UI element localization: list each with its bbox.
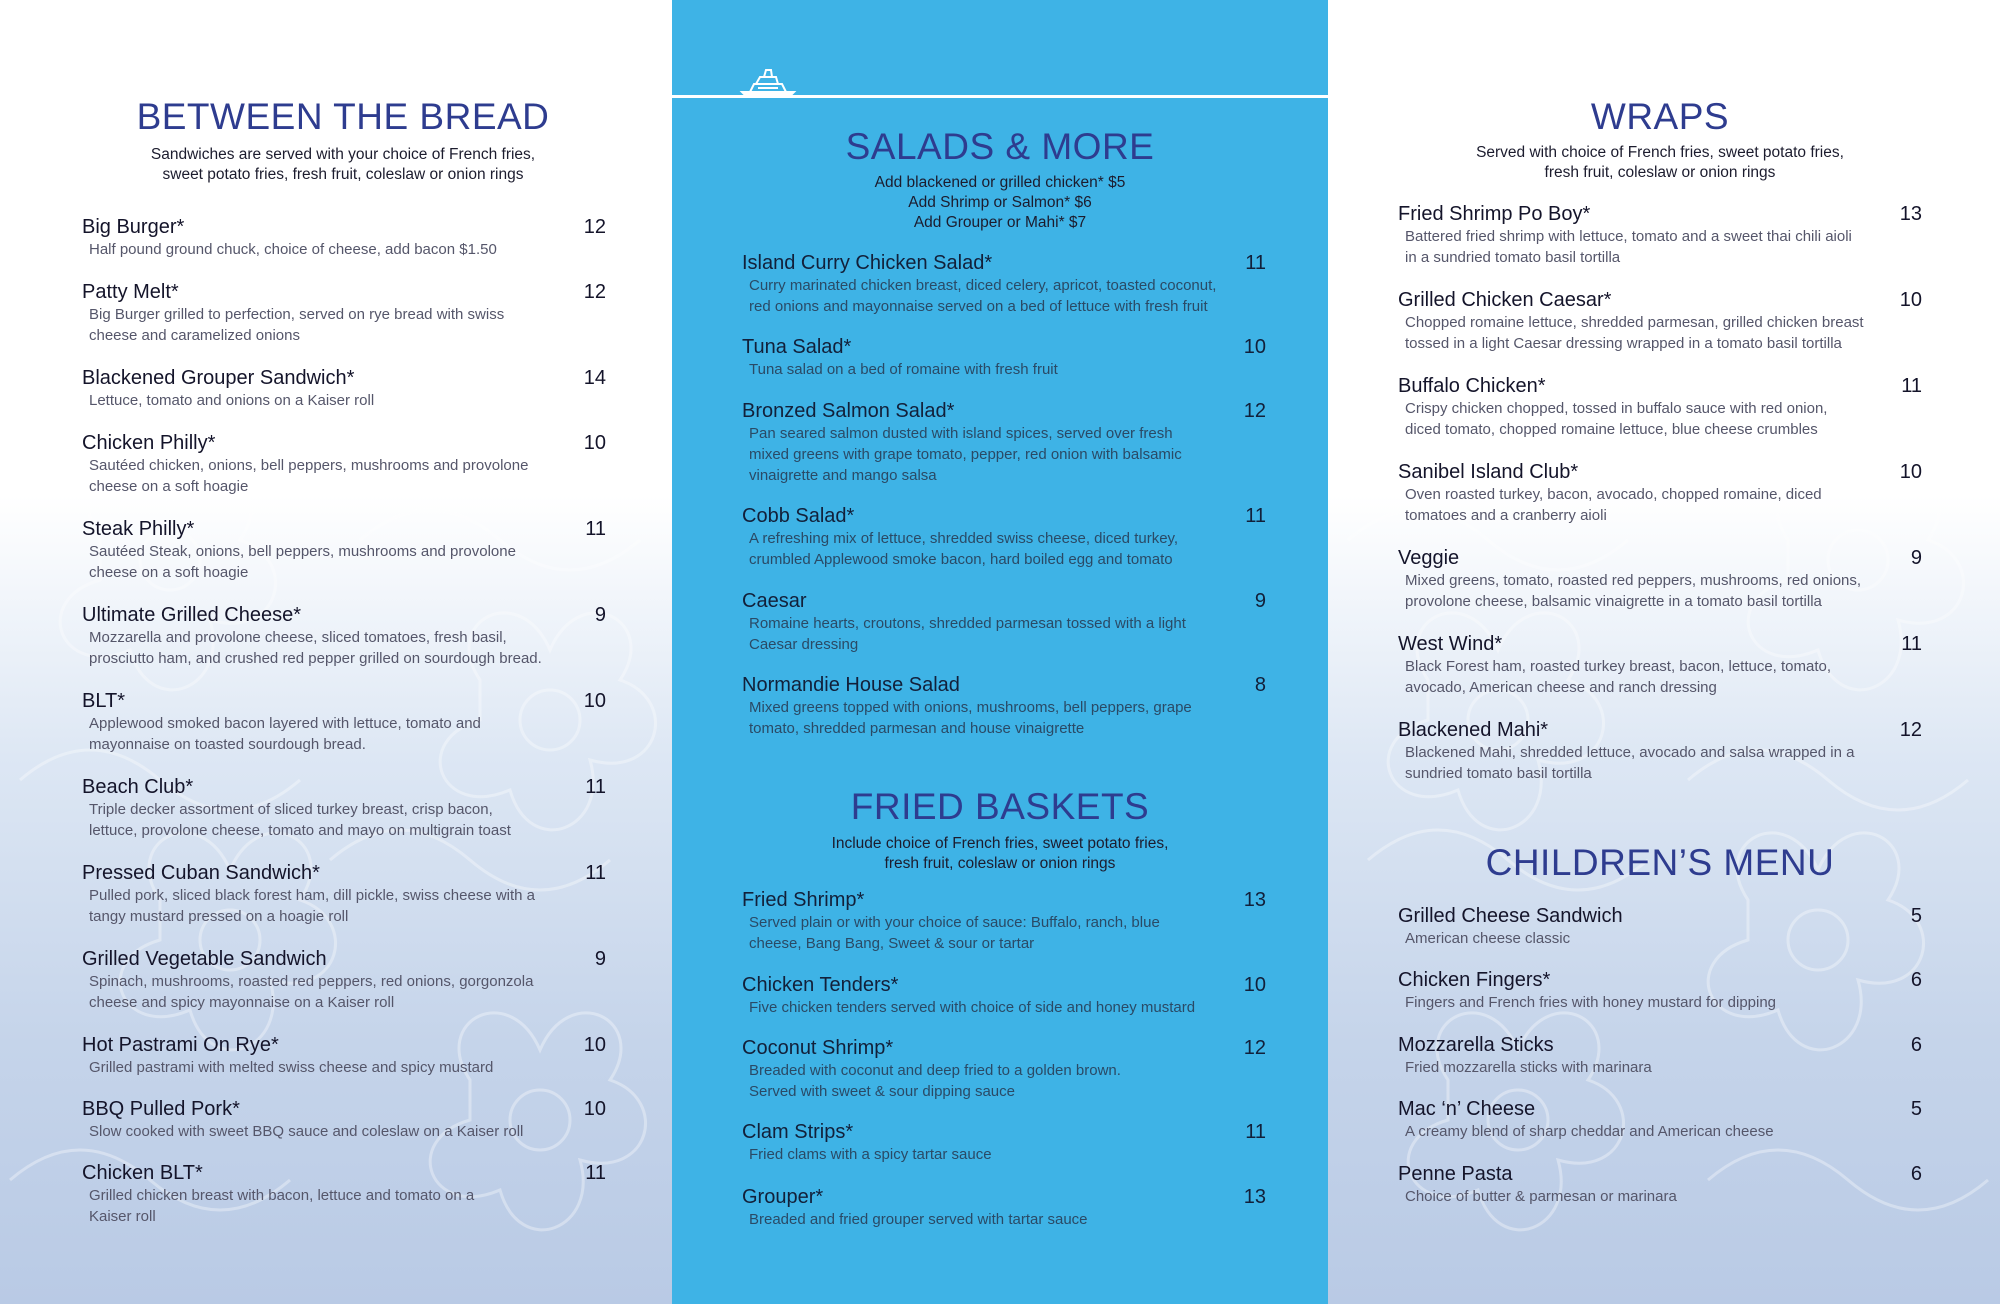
item-description: Breaded with coconut and deep fried to a golden brown. <box>749 1062 1121 1079</box>
item-description: Blackened Mahi, shredded lettuce, avocado and salsa wrapped in a <box>1405 744 1855 761</box>
item-description: crumbled Applewood smoke bacon, hard boiled egg and tomato <box>749 551 1173 568</box>
item-name: Clam Strips* <box>742 1121 854 1143</box>
item-description: avocado, American cheese and ranch dressing <box>1405 679 1717 696</box>
item-price: 10 <box>583 432 606 454</box>
subtitle-line: sweet potato fries, fresh fruit, coleslaw or onion rings <box>162 166 524 183</box>
item-description: red onions and mayonnaise served on a bed of lettuce with fresh fruit <box>749 298 1208 315</box>
item-price: 11 <box>1245 252 1266 274</box>
item-name: Buffalo Chicken* <box>1398 375 1546 397</box>
item-name: Big Burger* <box>82 216 185 238</box>
item-description: Sautéed Steak, onions, bell peppers, mushrooms and provolone <box>89 543 516 560</box>
section-title-wraps: WRAPS <box>1590 96 1730 137</box>
menu-item-chicken-fingers <box>1398 968 1922 1013</box>
item-name: Pressed Cuban Sandwich* <box>82 862 320 884</box>
item-price: 13 <box>1899 203 1922 225</box>
item-description: prosciutto ham, and crushed red pepper grilled on sourdough bread. <box>89 650 542 667</box>
menu-item-grouper <box>742 1185 1266 1230</box>
item-name: Mac ‘n’ Cheese <box>1398 1098 1536 1120</box>
item-description: Kaiser roll <box>89 1208 156 1225</box>
item-description: Mixed greens, tomato, roasted red peppers, mushrooms, red onions, <box>1405 572 1862 589</box>
item-description: Tuna salad on a bed of romaine with fresh fruit <box>749 361 1058 378</box>
subtitle-line: Add blackened or grilled chicken* $5 <box>874 174 1126 191</box>
menu-item-clam-strips <box>742 1120 1266 1165</box>
item-name: Ultimate Grilled Cheese* <box>82 604 301 626</box>
item-price: 11 <box>585 862 606 884</box>
item-description: Served with sweet & sour dipping sauce <box>749 1083 1015 1100</box>
item-description: Pan seared salmon dusted with island spices, served over fresh <box>749 425 1173 442</box>
menu-item-steak-philly <box>82 517 606 583</box>
item-description: diced tomato, chopped romaine lettuce, blue cheese crumbles <box>1405 421 1818 438</box>
menu-item-blackened-grouper-sandwich <box>82 366 606 411</box>
item-price: 14 <box>583 367 606 389</box>
item-price: 6 <box>1910 969 1922 991</box>
item-price: 10 <box>1243 974 1266 996</box>
item-name: Chicken Tenders* <box>742 974 899 996</box>
item-description: Mixed greens topped with onions, mushrooms, bell peppers, grape <box>749 699 1192 716</box>
panel-salads-and-baskets <box>672 0 1328 1304</box>
item-name: Bronzed Salmon Salad* <box>742 400 955 422</box>
item-price: 12 <box>583 216 606 238</box>
item-price: 10 <box>1899 289 1922 311</box>
item-description: cheese on a soft hoagie <box>89 478 249 495</box>
item-name: Cobb Salad* <box>742 505 855 527</box>
item-name: Caesar <box>742 590 807 612</box>
item-name: Grilled Chicken Caesar* <box>1398 289 1612 311</box>
item-name: West Wind* <box>1398 633 1503 655</box>
item-name: Tuna Salad* <box>742 336 852 358</box>
item-price: 11 <box>585 518 606 540</box>
subtitle-line: Served with choice of French fries, sweet potato fries, <box>1476 144 1844 161</box>
subtitle-line: Add Shrimp or Salmon* $6 <box>908 194 1092 211</box>
item-price: 11 <box>1245 505 1266 527</box>
menu-item-cobb-salad <box>742 504 1266 570</box>
item-price: 10 <box>1243 336 1266 358</box>
item-name: Hot Pastrami On Rye* <box>82 1034 279 1056</box>
item-description: cheese, Bang Bang, Sweet & sour or tartar <box>749 935 1035 952</box>
item-description: Romaine hearts, croutons, shredded parmesan tossed with a light <box>749 615 1186 632</box>
item-name: Grilled Cheese Sandwich <box>1398 905 1623 927</box>
item-name: Grouper* <box>742 1186 824 1208</box>
item-price: 13 <box>1243 889 1266 911</box>
menu-item-big-burger <box>82 215 606 260</box>
item-name: Patty Melt* <box>82 281 179 303</box>
item-description: provolone cheese, balsamic vinaigrette in a tomato basil tortilla <box>1405 593 1822 610</box>
item-description: Breaded and fried grouper served with tartar sauce <box>749 1211 1088 1228</box>
item-price: 10 <box>1899 461 1922 483</box>
item-price: 5 <box>1910 1098 1922 1120</box>
item-description: in a sundried tomato basil tortilla <box>1405 249 1621 266</box>
menu-item-fried-shrimp <box>742 888 1266 954</box>
item-price: 12 <box>1243 400 1266 422</box>
item-price: 6 <box>1910 1163 1922 1185</box>
item-description: Five chicken tenders served with choice of side and honey mustard <box>749 999 1196 1016</box>
item-price: 9 <box>594 948 606 970</box>
item-description: Mozzarella and provolone cheese, sliced tomatoes, fresh basil, <box>89 629 507 646</box>
item-name: Blackened Grouper Sandwich* <box>82 367 355 389</box>
item-description: Served plain or with your choice of sauce: Buffalo, ranch, blue <box>749 914 1160 931</box>
item-description: tossed in a light Caesar dressing wrapped in a tomato basil tortilla <box>1405 335 1842 352</box>
item-description: Big Burger grilled to perfection, served on rye bread with swiss <box>89 306 505 323</box>
menu-item-bbq-pulled-pork <box>82 1097 606 1142</box>
item-name: BBQ Pulled Pork* <box>82 1098 240 1120</box>
menu-item-penne-pasta <box>1398 1162 1922 1207</box>
item-price: 5 <box>1910 905 1922 927</box>
item-name: Beach Club* <box>82 776 194 798</box>
item-description: American cheese classic <box>1405 930 1571 947</box>
item-name: Mozzarella Sticks <box>1398 1034 1554 1056</box>
item-description: A refreshing mix of lettuce, shredded swiss cheese, diced turkey, <box>749 530 1179 547</box>
item-description: Curry marinated chicken breast, diced celery, apricot, toasted coconut, <box>749 277 1217 294</box>
item-name: Island Curry Chicken Salad* <box>742 252 993 274</box>
item-description: Black Forest ham, roasted turkey breast, bacon, lettuce, tomato, <box>1405 658 1832 675</box>
item-name: Coconut Shrimp* <box>742 1037 894 1059</box>
menu-item-ultimate-grilled-cheese <box>82 603 606 669</box>
item-name: Veggie <box>1398 547 1460 569</box>
menu-item-caesar <box>742 589 1266 655</box>
subtitle-line: Include choice of French fries, sweet potato fries, <box>831 835 1169 852</box>
menu-item-bronzed-salmon-salad <box>742 399 1266 486</box>
item-name: Penne Pasta <box>1398 1163 1513 1185</box>
item-price: 10 <box>583 690 606 712</box>
item-name: Chicken Philly* <box>82 432 216 454</box>
section-subtitle <box>1328 143 1992 183</box>
item-price: 11 <box>585 776 606 798</box>
item-name: Chicken BLT* <box>82 1162 203 1184</box>
item-description: Fried mozzarella sticks with marinara <box>1405 1059 1652 1076</box>
item-description: Grilled chicken breast with bacon, lettuce and tomato on a <box>89 1187 475 1204</box>
item-description: cheese and spicy mayonnaise on a Kaiser roll <box>89 994 395 1011</box>
item-description: Crispy chicken chopped, tossed in buffalo sauce with red onion, <box>1405 400 1828 417</box>
section-subtitle <box>672 834 1328 874</box>
menu-item-mac-n-cheese <box>1398 1097 1922 1142</box>
item-price: 12 <box>1243 1037 1266 1059</box>
item-price: 6 <box>1910 1034 1922 1056</box>
menu-item-mozzarella-sticks <box>1398 1033 1922 1078</box>
item-description: cheese on a soft hoagie <box>89 564 249 581</box>
item-description: Slow cooked with sweet BBQ sauce and coleslaw on a Kaiser roll <box>89 1123 524 1140</box>
menu-item-coconut-shrimp <box>742 1036 1266 1102</box>
menu-item-beach-club <box>82 775 606 841</box>
item-description: tangy mustard pressed on a hoagie roll <box>89 908 349 925</box>
section-title-salads-and-more: SALADS & MORE <box>845 126 1155 167</box>
subtitle-line: Sandwiches are served with your choice of French fries, <box>150 146 536 163</box>
item-description: cheese and caramelized onions <box>89 327 300 344</box>
item-description: Spinach, mushrooms, roasted red peppers, red onions, gorgonzola <box>89 973 534 990</box>
menu-item-grilled-cheese-sandwich <box>1398 904 1922 949</box>
item-description: vinaigrette and mango salsa <box>749 467 937 484</box>
menu-item-fried-shrimp-po-boy <box>1398 202 1922 268</box>
menu-item-chicken-tenders <box>742 973 1266 1018</box>
menu-item-grilled-vegetable-sandwich <box>82 947 606 1013</box>
item-name: Fried Shrimp* <box>742 889 865 911</box>
item-description: sundried tomato basil tortilla <box>1405 765 1592 782</box>
item-description: Sautéed chicken, onions, bell peppers, mushrooms and provolone <box>89 457 529 474</box>
item-description: Applewood smoked bacon layered with lettuce, tomato and <box>89 715 481 732</box>
menu-item-chicken-blt <box>82 1161 606 1227</box>
item-price: 9 <box>594 604 606 626</box>
menu-item-hot-pastrami-on-rye <box>82 1033 606 1078</box>
menu-item-island-curry-chicken-salad <box>742 251 1266 317</box>
item-description: Chopped romaine lettuce, shredded parmesan, grilled chicken breast <box>1405 314 1864 331</box>
item-price: 13 <box>1243 1186 1266 1208</box>
item-description: Fried clams with a spicy tartar sauce <box>749 1146 992 1163</box>
item-description: lettuce, provolone cheese, tomato and mayo on multigrain toast <box>89 822 511 839</box>
item-price: 9 <box>1910 547 1922 569</box>
panel-between-the-bread <box>0 0 672 1304</box>
menu-item-west-wind <box>1398 632 1922 698</box>
item-name: Sanibel Island Club* <box>1398 461 1579 483</box>
item-description: Battered fried shrimp with lettuce, tomato and a sweet thai chili aioli <box>1405 228 1852 245</box>
item-description: mixed greens with grape tomato, pepper, red onion with balsamic <box>749 446 1182 463</box>
item-name: BLT* <box>82 690 125 712</box>
menu-item-tuna-salad <box>742 335 1266 380</box>
item-description: mayonnaise on toasted sourdough bread. <box>89 736 366 753</box>
item-description: Lettuce, tomato and onions on a Kaiser roll <box>89 392 375 409</box>
item-description: Pulled pork, sliced black forest ham, dill pickle, swiss cheese with a <box>89 887 536 904</box>
section-title-fried-baskets: FRIED BASKETS <box>850 786 1150 827</box>
item-price: 10 <box>583 1098 606 1120</box>
menu-item-grilled-chicken-caesar <box>1398 288 1922 354</box>
section-title-childrens-menu: CHILDREN’S MENU <box>1485 842 1835 883</box>
subtitle-line: fresh fruit, coleslaw or onion rings <box>1544 164 1776 181</box>
item-price: 12 <box>1899 719 1922 741</box>
item-price: 9 <box>1254 590 1266 612</box>
menu-item-buffalo-chicken <box>1398 374 1922 440</box>
item-price: 8 <box>1254 674 1266 696</box>
item-price: 10 <box>583 1034 606 1056</box>
cruise-ship-icon <box>738 64 798 98</box>
menu-item-pressed-cuban-sandwich <box>82 861 606 927</box>
menu-item-patty-melt <box>82 280 606 346</box>
item-description: Choice of butter & parmesan or marinara <box>1405 1188 1677 1205</box>
item-name: Steak Philly* <box>82 518 195 540</box>
item-description: Oven roasted turkey, bacon, avocado, chopped romaine, diced <box>1405 486 1822 503</box>
item-name: Chicken Fingers* <box>1398 969 1551 991</box>
item-price: 11 <box>1901 375 1922 397</box>
item-name: Blackened Mahi* <box>1398 719 1549 741</box>
item-name: Grilled Vegetable Sandwich <box>82 948 327 970</box>
section-subtitle <box>0 145 672 185</box>
item-name: Fried Shrimp Po Boy* <box>1398 203 1591 225</box>
menu-item-veggie <box>1398 546 1922 612</box>
item-price: 12 <box>583 281 606 303</box>
item-description: tomatoes and a cranberry aioli <box>1405 507 1607 524</box>
item-description: A creamy blend of sharp cheddar and American cheese <box>1405 1123 1774 1140</box>
menu-item-chicken-philly <box>82 431 606 497</box>
section-title-between-the-bread: BETWEEN THE BREAD <box>136 96 550 137</box>
menu-item-sanibel-island-club <box>1398 460 1922 526</box>
menu-item-normandie-house-salad <box>742 673 1266 739</box>
section-subtitle <box>672 173 1328 233</box>
menu-item-blackened-mahi <box>1398 718 1922 784</box>
subtitle-line: Add Grouper or Mahi* $7 <box>913 214 1087 231</box>
menu-item-blt <box>82 689 606 755</box>
item-description: Half pound ground chuck, choice of cheese, add bacon $1.50 <box>89 241 497 258</box>
item-description: Triple decker assortment of sliced turkey breast, crisp bacon, <box>89 801 493 818</box>
item-price: 11 <box>1245 1121 1266 1143</box>
panel-wraps-and-children <box>1328 0 2000 1304</box>
item-description: Grilled pastrami with melted swiss cheese and spicy mustard <box>89 1059 494 1076</box>
item-price: 11 <box>1901 633 1922 655</box>
item-name: Normandie House Salad <box>742 674 960 696</box>
item-description: Fingers and French fries with honey mustard for dipping <box>1405 994 1777 1011</box>
subtitle-line: fresh fruit, coleslaw or onion rings <box>884 855 1116 872</box>
item-description: Caesar dressing <box>749 636 859 653</box>
item-description: tomato, shredded parmesan and house vinaigrette <box>749 720 1085 737</box>
item-price: 11 <box>585 1162 606 1184</box>
